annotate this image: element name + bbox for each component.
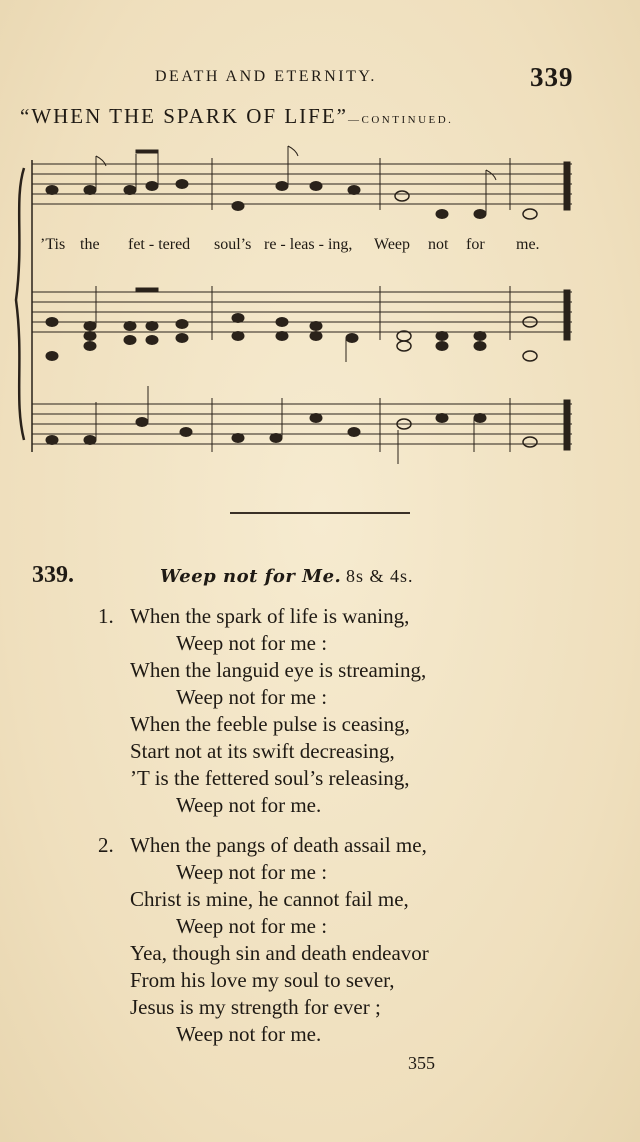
- verse-line: From his love my soul to sever,: [130, 968, 395, 992]
- lyric-line: [0, 236, 640, 260]
- staff-3-notes: [46, 386, 537, 464]
- verse-line: Yea, though sin and death endeavor: [130, 941, 429, 965]
- tune-header: [20, 104, 620, 129]
- verse-line: When the feeble pulse is ceasing,: [130, 712, 410, 736]
- running-title: DEATH AND ETERNITY.: [155, 68, 377, 85]
- footer-page-number: 355: [408, 1053, 435, 1073]
- verse-line: When the languid eye is streaming,: [130, 658, 427, 682]
- stanza-number: 1.: [98, 604, 114, 628]
- music-score: [0, 140, 640, 470]
- lyric-word: ’Tis: [40, 236, 66, 253]
- staff-2-notes: [46, 286, 537, 362]
- hymn-title: Weep not for Me.: [160, 566, 342, 587]
- verse-line: ’T is the fettered soul’s releasing,: [130, 766, 410, 790]
- section-divider: [230, 512, 410, 514]
- tune-continued: —CONTINUED.: [348, 114, 454, 126]
- verse-line: Weep not for me :: [176, 914, 328, 938]
- verse-line: When the pangs of death assail me,: [130, 833, 427, 857]
- verse-line: Start not at its swift decreasing,: [130, 739, 395, 763]
- staff-2: [32, 286, 572, 340]
- verse-line: Weep not for me :: [176, 860, 328, 884]
- stanza-number: 2.: [98, 833, 114, 857]
- staff-3: [32, 398, 572, 452]
- hymn-heading: [0, 562, 640, 592]
- tune-title: “WHEN THE SPARK OF LIFE”: [20, 104, 349, 128]
- verse-line: Jesus is my strength for ever ;: [130, 995, 381, 1019]
- verse-line: Christ is mine, he cannot fail me,: [130, 887, 409, 911]
- lyric-word: the: [80, 236, 100, 253]
- verse-line: When the spark of life is waning,: [130, 604, 410, 628]
- verse-line: Weep not for me :: [176, 631, 328, 655]
- lyric-word: for: [466, 236, 485, 253]
- verse-line: Weep not for me.: [176, 1022, 322, 1046]
- staff-1: [32, 158, 572, 210]
- hymn-number: 339.: [32, 562, 74, 588]
- hymn-meter: 8s & 4s.: [346, 566, 414, 586]
- lyric-word: Weep: [374, 236, 411, 253]
- hymn-page-number: 339: [530, 62, 574, 92]
- brace: [16, 168, 24, 440]
- lyric-word: soul’s: [214, 236, 252, 253]
- verse-line: Weep not for me.: [176, 793, 322, 817]
- running-head: [0, 64, 640, 94]
- verse-line: Weep not for me :: [176, 685, 328, 709]
- lyric-word: fet - tered: [128, 236, 191, 253]
- staff-1-notes: [46, 146, 537, 219]
- lyric-word: re - leas - ing,: [264, 236, 353, 253]
- lyric-word: me.: [516, 236, 540, 253]
- lyric-word: not: [428, 236, 449, 253]
